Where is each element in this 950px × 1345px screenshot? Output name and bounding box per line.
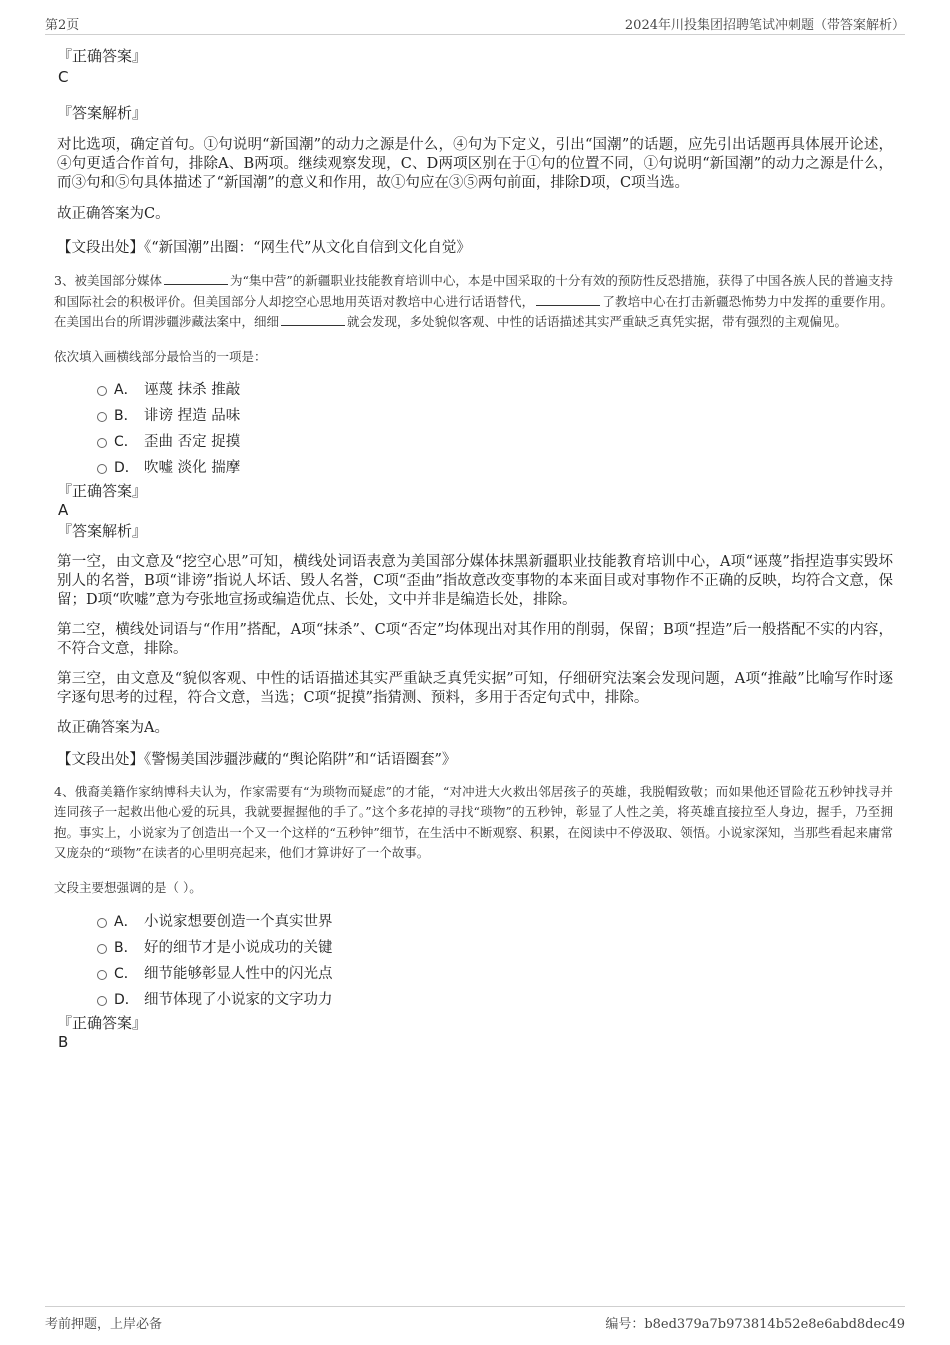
option-b[interactable]: B． 好的细节才是小说成功的关键 xyxy=(57,935,893,961)
option-c[interactable]: C． 细节能够彰显人性中的闪光点 xyxy=(57,961,893,987)
analysis-paragraph: 对比选项，确定首句。①句说明“新国潮”的动力之源是什么，④句为下定义，引出“国潮”的话题，应先引出话题再具体展开论述，④句更适合作首句，排除A、B两项。继续观察发现，C、D两项区别在于①句的位置不同，①句说明“新国潮”的动力之源是什么，而③句和⑤句具体描述了“新国潮”的意义和作用，故①句应在③⑤两句前面，排除D项，C项当选。 xyxy=(57,137,893,191)
radio-button[interactable] xyxy=(97,918,107,928)
question-4-passage: 4、俄裔美籍作家纳博科夫认为，作家需要有“为琐物而疑虑”的才能，“对冲进大火救出邻居孩子的英雄，我脱帽致敬；而如果他还冒险花五秒钟找寻并连同孩子一起救出他心爱的玩具，我就要握握他的手了。”这个多花掉的寻找“琐物”的五秒钟，彰显了人性之美，将英雄直接拉至人身边，握手，乃至拥抱。事实上，小说家为了创造出一个又一个这样的“五秒钟”细节，在生活中不断观察、积累，在阅读中不停汲取、领悟。小说家深知，当那些看起来庸常又庞杂的“琐物”在读者的心里明亮起来，他们才算讲好了一个故事。 xyxy=(54,783,893,860)
page-header xyxy=(45,12,905,35)
radio-button[interactable] xyxy=(97,412,107,422)
correct-answer: B xyxy=(58,1032,69,1051)
option-b[interactable]: B． 诽谤 捏造 品味 xyxy=(57,403,893,429)
document-title: 2024年川投集团招聘笔试冲刺题（带答案解析） xyxy=(624,18,905,33)
radio-button[interactable] xyxy=(97,970,107,980)
page-number: 第2页 xyxy=(45,18,80,33)
fill-blank-2 xyxy=(536,292,600,306)
document-code: 编号：b8ed379a7b973814b52e8e6abd8dec49 xyxy=(605,1317,905,1332)
question-4-options xyxy=(57,909,893,1013)
question-3-options xyxy=(57,377,893,481)
analysis-paragraph: 第二空，横线处词语与“作用”搭配，A项“抹杀”、C项“否定”均体现出对其作用的削弱，保留；B项“捏造”后一般搭配不实的内容，不符合文意，排除。 xyxy=(57,621,893,657)
radio-button[interactable] xyxy=(97,944,107,954)
page-footer xyxy=(45,1306,905,1331)
option-a[interactable]: A． 小说家想要创造一个真实世界 xyxy=(57,909,893,935)
radio-button[interactable] xyxy=(97,386,107,396)
question-3-passage: 3、被美国部分媒体 为“集中营”的新疆职业技能教育培训中心，本是中国采取的十分有效的预防性反恐措施，获得了中国各族人民的普遍支持和国际社会的积极评价。但美国部分人却挖空心思地用英语对教培中心进行话语替代， 了教培中心在打击新疆恐怖势力中发挥的重要作用。在美国出台的所谓涉疆涉藏法案中，细细 就会发现，多处貌似客观、中性的话语描述其实严重缺乏真凭实据，带有强烈的主观偏见。 xyxy=(54,273,893,329)
source-citation: 【文段出处】《“新国潮”出圈：“网生代”从文化自信到文化自觉》 xyxy=(57,240,471,256)
answer-label: 『正确答案』 xyxy=(57,1013,148,1032)
option-c[interactable]: C． 歪曲 否定 捉摸 xyxy=(57,429,893,455)
option-d[interactable]: D． 吹嘘 淡化 揣摩 xyxy=(57,455,893,481)
option-d[interactable]: D． 细节体现了小说家的文字功力 xyxy=(57,987,893,1013)
analysis-conclusion: 故正确答案为C。 xyxy=(57,206,170,222)
analysis-paragraph: 第一空，由文意及“挖空心思”可知，横线处词语表意为美国部分媒体抹黑新疆职业技能教育培训中心，A项“诬蔑”指捏造事实毁坏别人的名誉，B项“诽谤”指说人坏话、毁人名誉，C项“歪曲”指故意改变事物的本来面目或对事物作不正确的反映，均符合文意，保留；D项“吹嘘”意为夸张地宣扬或编造优点、长处，文中并非是编造长处，排除。 xyxy=(57,553,893,608)
correct-answer: C xyxy=(58,68,69,86)
question-3-prompt: 依次填入画横线部分最恰当的一项是： xyxy=(54,348,267,364)
radio-button[interactable] xyxy=(97,464,107,474)
footer-slogan: 考前押题，上岸必备 xyxy=(45,1317,163,1332)
answer-label: 『正确答案』 xyxy=(57,47,148,65)
page-content xyxy=(54,44,893,1051)
analysis-label: 『答案解析』 xyxy=(57,104,148,122)
fill-blank-3 xyxy=(281,312,345,326)
answer-label: 『正确答案』 xyxy=(57,481,148,500)
option-a[interactable]: A． 诬蔑 抹杀 推敲 xyxy=(57,377,893,403)
correct-answer: A xyxy=(58,500,69,519)
radio-button[interactable] xyxy=(97,438,107,448)
analysis-label: 『答案解析』 xyxy=(57,521,148,540)
source-citation: 【文段出处】《警惕美国涉疆涉藏的“舆论陷阱”和“话语圈套”》 xyxy=(57,751,457,768)
analysis-conclusion: 故正确答案为A。 xyxy=(57,719,169,736)
analysis-paragraph: 第三空，由文意及“貌似客观、中性的话语描述其实严重缺乏真凭实据”可知，仔细研究法案会发现问题，A项“推敲”比喻写作时逐字逐句思考的过程，符合文意，当选；C项“捉摸”指猜测、预料，多用于否定句式中，排除。 xyxy=(57,670,893,706)
fill-blank-1 xyxy=(164,271,228,285)
question-4-prompt: 文段主要想强调的是（ ）。 xyxy=(54,879,202,895)
radio-button[interactable] xyxy=(97,996,107,1006)
